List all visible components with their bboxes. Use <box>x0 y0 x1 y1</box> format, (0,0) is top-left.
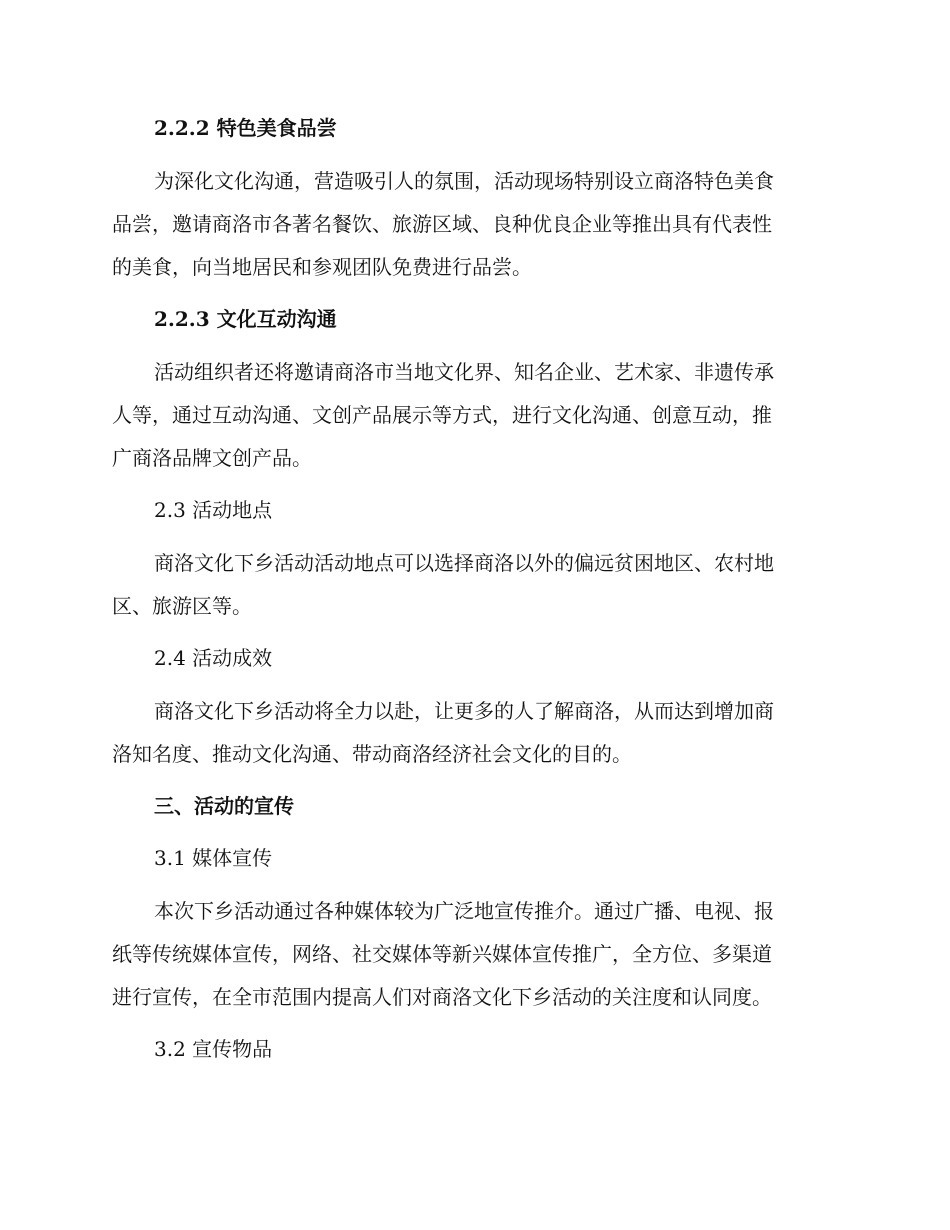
section-heading-2-2-3: 2.2.3 文化互动沟通 <box>154 307 337 331</box>
paragraph-line: 品尝，邀请商洛市各著名餐饮、旅游区域、良种优良企业等推出具有代表性 <box>112 212 772 236</box>
section-heading-3-2: 3.2 宣传物品 <box>154 1037 273 1061</box>
paragraph-line: 的美食，向当地居民和参观团队免费进行品尝。 <box>112 255 532 279</box>
paragraph-line: 本次下乡活动通过各种媒体较为广泛地宣传推介。通过广播、电视、报 <box>154 899 774 923</box>
paragraph-media-promotion <box>112 890 832 1019</box>
paragraph-results <box>112 690 832 776</box>
paragraph-line: 进行宣传，在全市范围内提高人们对商洛文化下乡活动的关注度和认同度。 <box>112 985 772 1009</box>
paragraph-line: 商洛文化下乡活动将全力以赴，让更多的人了解商洛，从而达到增加商 <box>154 699 774 723</box>
document-page <box>112 108 832 1081</box>
paragraph-line: 广商洛品牌文创产品。 <box>112 446 312 470</box>
section-heading-2-4: 2.4 活动成效 <box>154 646 273 670</box>
section-heading-2-2-2: 2.2.2 特色美食品尝 <box>154 116 337 140</box>
paragraph-line: 洛知名度、推动文化沟通、带动商洛经济社会文化的目的。 <box>112 742 632 766</box>
paragraph-line: 为深化文化沟通，营造吸引人的氛围，活动现场特别设立商洛特色美食 <box>154 169 774 193</box>
paragraph-line: 活动组织者还将邀请商洛市当地文化界、知名企业、艺术家、非遗传承 <box>154 360 774 384</box>
section-heading-2-3: 2.3 活动地点 <box>154 498 273 522</box>
paragraph-line: 纸等传统媒体宣传，网络、社交媒体等新兴媒体宣传推广，全方位、多渠道 <box>112 942 772 966</box>
paragraph-cultural-exchange <box>112 351 832 480</box>
paragraph-line: 人等，通过互动沟通、文创产品展示等方式，进行文化沟通、创意互动，推 <box>112 403 772 427</box>
paragraph-line: 商洛文化下乡活动活动地点可以选择商洛以外的偏远贫困地区、农村地 <box>154 551 774 575</box>
paragraph-food-tasting <box>112 160 832 289</box>
section-heading-3-1: 3.1 媒体宣传 <box>154 846 273 870</box>
section-heading-3: 三、活动的宣传 <box>154 794 294 818</box>
paragraph-location <box>112 542 832 628</box>
paragraph-line: 区、旅游区等。 <box>112 594 252 618</box>
